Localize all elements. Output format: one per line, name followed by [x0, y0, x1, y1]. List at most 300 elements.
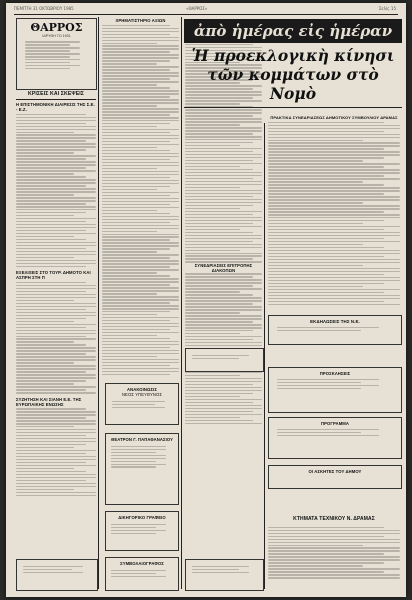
text-line	[268, 527, 384, 528]
text-line	[102, 66, 179, 67]
text-line	[102, 93, 179, 94]
text-line	[185, 411, 253, 412]
column-divider	[264, 123, 265, 589]
text-line	[268, 547, 400, 548]
text-line	[268, 160, 363, 161]
text-line	[102, 266, 170, 267]
masthead-box	[16, 18, 97, 90]
text-line	[16, 477, 96, 478]
text-line	[268, 181, 363, 182]
text-line	[268, 178, 400, 179]
text-line	[185, 387, 262, 388]
text-line	[185, 399, 262, 400]
text-line	[185, 273, 262, 274]
text-line	[102, 165, 179, 166]
text-line	[185, 169, 253, 170]
text-line	[16, 285, 96, 286]
text-line	[268, 262, 400, 263]
text-line	[16, 120, 96, 121]
text-line	[102, 135, 179, 136]
text-line	[16, 126, 96, 127]
text-line	[102, 204, 170, 205]
text-line	[16, 143, 96, 144]
text-line	[16, 483, 96, 484]
text-line	[185, 178, 253, 179]
text-line	[16, 350, 96, 351]
text-line	[185, 205, 253, 206]
text-line	[268, 145, 400, 146]
text-line	[185, 172, 262, 173]
text-line	[185, 288, 262, 289]
text-line	[16, 380, 86, 381]
text-line	[185, 181, 262, 182]
third-column	[185, 23, 262, 589]
text-line	[16, 155, 96, 156]
text-line	[268, 256, 384, 257]
footer-box-middle	[185, 559, 264, 591]
text-line	[268, 187, 400, 188]
text-line	[102, 54, 179, 55]
text-line	[16, 438, 96, 439]
text-line	[102, 332, 179, 333]
column-divider	[181, 17, 182, 589]
text-line	[16, 347, 96, 348]
text-line	[16, 374, 96, 375]
text-line	[16, 149, 86, 150]
text-line	[102, 263, 179, 264]
text-line	[16, 260, 96, 261]
text-line	[16, 114, 86, 115]
text-line	[16, 233, 96, 234]
text-line	[268, 298, 400, 299]
text-line	[102, 293, 157, 294]
text-line	[102, 305, 179, 306]
text-line	[102, 141, 170, 142]
text-line	[16, 468, 74, 469]
notice-box-2	[105, 433, 179, 505]
text-line	[185, 214, 253, 215]
text-line	[16, 336, 86, 337]
newspaper-page	[6, 3, 406, 597]
text-line	[102, 359, 179, 360]
text-line	[102, 168, 157, 169]
text-line	[16, 239, 86, 240]
text-line	[268, 199, 400, 200]
text-line	[16, 333, 96, 334]
text-line	[185, 291, 240, 292]
text-line	[268, 280, 400, 281]
text-line	[185, 315, 262, 316]
text-line	[16, 318, 86, 319]
text-line	[185, 193, 262, 194]
headline-rule	[184, 107, 402, 108]
running-header-date: ΠΕΜΠΤΗ 31 ΟΚΤΩΒΡΙΟΥ 1985	[14, 6, 74, 11]
text-line	[16, 224, 96, 225]
text-line	[102, 99, 179, 100]
section-kriseis: ΚΡΙΣΕΙΣ ΚΑΙ ΣΚΕΨΕΙΣ	[27, 91, 85, 97]
text-line	[16, 248, 86, 249]
text-line	[268, 214, 400, 215]
text-line	[268, 131, 384, 132]
text-line	[185, 223, 253, 224]
text-line	[16, 341, 74, 342]
text-line	[268, 550, 400, 551]
right-heading-2: ΣΥΝΕΔΡΙΑΣΕΙΣ ΕΠΙΤΡΟΠΗΣ ΔΙΑΚΟΠΩΝ	[185, 263, 262, 273]
text-line	[185, 423, 262, 424]
text-line	[268, 545, 363, 546]
text-line	[185, 384, 253, 385]
program-box	[268, 417, 402, 459]
text-line	[102, 87, 170, 88]
text-line	[268, 148, 384, 149]
text-line	[268, 553, 384, 554]
text-line	[16, 291, 86, 292]
text-line	[16, 191, 96, 192]
text-line	[185, 229, 240, 230]
text-line	[16, 444, 86, 445]
text-line	[185, 142, 253, 143]
text-line	[16, 117, 96, 118]
text-line	[185, 250, 240, 251]
text-line	[268, 220, 384, 221]
text-line	[268, 289, 400, 290]
text-line	[102, 225, 179, 226]
text-line	[16, 420, 96, 421]
text-line	[16, 263, 96, 264]
text-line	[268, 577, 400, 578]
text-line	[16, 330, 96, 331]
text-line	[16, 435, 86, 436]
text-line	[102, 162, 179, 163]
text-line	[102, 75, 179, 76]
text-line	[268, 571, 384, 572]
text-line	[102, 317, 179, 318]
text-line	[185, 211, 262, 212]
text-line	[102, 308, 179, 309]
text-line	[185, 151, 253, 152]
text-line	[102, 302, 170, 303]
text-line	[268, 151, 400, 152]
text-line	[102, 31, 179, 32]
text-line	[16, 495, 96, 496]
text-line	[16, 152, 74, 153]
text-line	[102, 287, 179, 288]
text-line	[16, 203, 86, 204]
text-line	[102, 231, 157, 232]
text-line	[16, 188, 96, 189]
text-line	[185, 276, 253, 277]
text-line	[185, 148, 262, 149]
text-line	[102, 245, 179, 246]
text-line	[16, 164, 96, 165]
text-line	[102, 144, 179, 145]
text-line	[102, 242, 179, 243]
left-article-heading-2: ΕΞΕΛΙΞΕΙΣ ΣΤΟ ΤΟΥΡ. ΔΗΜΟΤΟ ΚΑΙ ΑΣΠΡΗ ΣΤΗ Π	[16, 270, 91, 281]
text-line	[185, 297, 262, 298]
text-line	[185, 226, 262, 227]
text-line	[102, 102, 179, 103]
text-line	[268, 271, 400, 272]
text-line	[16, 140, 86, 141]
text-line	[185, 136, 262, 137]
text-line	[185, 336, 262, 337]
text-line	[16, 288, 96, 289]
text-line	[16, 182, 96, 183]
text-line	[16, 324, 96, 325]
text-line	[16, 338, 96, 339]
section-rule	[16, 99, 96, 100]
text-line	[185, 160, 253, 161]
text-line	[185, 139, 262, 140]
text-line	[268, 193, 384, 194]
text-line	[185, 190, 262, 191]
banner-title: ἀπὸ ἡμέρας εἰς ἡμέραν	[193, 22, 393, 40]
text-line	[16, 294, 96, 295]
text-line	[102, 290, 179, 291]
text-line	[268, 559, 400, 560]
text-line	[102, 257, 170, 258]
text-line	[102, 201, 179, 202]
text-line	[16, 462, 86, 463]
text-line	[185, 133, 253, 134]
text-line	[268, 235, 400, 236]
text-line	[16, 137, 96, 138]
text-line	[268, 247, 384, 248]
text-line	[102, 171, 179, 172]
text-line	[102, 251, 157, 252]
text-line	[102, 81, 179, 82]
text-line	[268, 226, 400, 227]
text-line	[268, 253, 400, 254]
text-line	[16, 167, 86, 168]
text-line	[102, 326, 179, 327]
text-line	[268, 250, 400, 251]
text-line	[268, 533, 400, 534]
text-line	[268, 562, 384, 563]
text-line	[185, 402, 253, 403]
text-line	[16, 459, 96, 460]
text-line	[102, 51, 170, 52]
text-line	[185, 44, 253, 45]
text-line	[16, 297, 96, 298]
text-line	[185, 393, 253, 394]
text-line	[185, 255, 262, 256]
text-line	[16, 414, 96, 415]
text-line	[185, 420, 253, 421]
text-line	[102, 254, 179, 255]
text-line	[16, 227, 96, 228]
running-header-paper: «ΘΑΡΡΟΣ»	[186, 6, 208, 11]
text-line	[16, 362, 74, 363]
text-line	[268, 154, 400, 155]
text-line	[185, 220, 262, 221]
text-line	[16, 480, 86, 481]
left-column	[16, 102, 96, 590]
text-line	[102, 275, 170, 276]
text-line	[102, 213, 170, 214]
notice-box-4	[105, 557, 179, 591]
text-line	[16, 218, 96, 219]
text-line	[185, 115, 253, 116]
text-line	[268, 163, 400, 164]
text-line	[16, 209, 96, 210]
text-line	[16, 176, 86, 177]
column-divider	[98, 17, 99, 589]
text-line	[16, 450, 96, 451]
left-article-heading-3: ΣΥΖΗΤΗΣΗ ΚΑΙ ΣΙΑΝΗ Ε.Ε. ΤΗΣ ΕΥΡΩΠΑΙΚΗΣ ΕΝΩΣΗΣ	[16, 396, 82, 407]
text-line	[102, 216, 179, 217]
text-line	[102, 28, 179, 29]
text-line	[185, 232, 253, 233]
text-line	[185, 184, 262, 185]
text-line	[16, 486, 96, 487]
text-line	[185, 112, 262, 113]
masthead-details	[17, 39, 96, 72]
banner	[184, 19, 402, 43]
text-line	[185, 300, 262, 301]
event-box-title: ΕΚΔΗΛΩΣΕΙΣ ΤΗΣ Ν.Ε.	[310, 319, 360, 324]
text-line	[185, 130, 262, 131]
text-line	[16, 353, 86, 354]
text-line	[102, 90, 179, 91]
text-line	[16, 327, 86, 328]
text-line	[16, 197, 96, 198]
text-line	[102, 48, 179, 49]
text-line	[102, 108, 179, 109]
text-line	[102, 228, 179, 229]
text-line	[16, 303, 96, 304]
text-line	[16, 132, 74, 133]
text-line	[102, 189, 157, 190]
text-line	[16, 266, 86, 267]
text-line	[185, 417, 240, 418]
text-line	[102, 138, 179, 139]
right-bottom-heading: ΚΤΗΜΑΤΑ ΤΕΧΝΙΚΟΥ Ν. ΔΡΑΜΑΣ	[293, 516, 375, 522]
main-headline	[184, 46, 402, 104]
text-line	[185, 372, 262, 373]
athletes-title: ΟΙ ΑΣΚΗΤΕΣ ΤΟΥ ΔΗΜΟΥ	[308, 469, 362, 474]
text-line	[102, 222, 170, 223]
text-line	[16, 129, 96, 130]
text-line	[102, 219, 179, 220]
text-line	[102, 156, 179, 157]
text-line	[16, 408, 86, 409]
text-line	[268, 229, 384, 230]
text-line	[268, 125, 400, 126]
text-line	[102, 278, 179, 279]
text-line	[268, 259, 400, 260]
text-line	[268, 196, 400, 197]
text-line	[16, 456, 96, 457]
right-column	[268, 115, 400, 585]
text-line	[16, 134, 96, 135]
text-line	[268, 217, 400, 218]
text-line	[16, 383, 74, 384]
invitations-box	[268, 367, 402, 413]
text-line	[268, 295, 400, 296]
text-line	[102, 43, 157, 44]
text-line	[102, 120, 179, 121]
text-line	[102, 25, 170, 26]
text-line	[102, 323, 179, 324]
text-line	[268, 122, 384, 123]
text-line	[185, 109, 262, 110]
text-line	[102, 236, 179, 237]
text-line	[102, 272, 157, 273]
text-line	[185, 118, 262, 119]
text-line	[16, 429, 96, 430]
text-line	[185, 175, 262, 176]
text-line	[16, 386, 96, 387]
text-line	[102, 210, 157, 211]
text-line	[102, 126, 157, 127]
text-line	[16, 312, 96, 313]
text-line	[268, 304, 400, 305]
text-line	[16, 359, 96, 360]
text-line	[102, 353, 179, 354]
text-line	[102, 374, 170, 375]
text-line	[16, 447, 74, 448]
right-bottom-article	[268, 525, 400, 587]
text-line	[268, 274, 384, 275]
left-article-heading-1: Η ΕΠΙΣΤΗΜΟΝΙΚΗ ΔΙΑΙΡΕΣΙΣ ΤΗΣ Σ.Ε. - Ε.Ζ.	[16, 102, 95, 112]
event-box	[268, 315, 402, 345]
text-line	[185, 405, 262, 406]
notice-box-4-title: ΣΥΜΒΟΛΑΙΟΓΡΑΦΟΣ	[120, 561, 164, 566]
text-line	[268, 268, 400, 269]
text-line	[16, 251, 96, 252]
text-line	[185, 294, 253, 295]
text-line	[185, 333, 240, 334]
text-line	[16, 389, 86, 390]
text-line	[16, 179, 96, 180]
notice-box-1-title: ΑΝΑΚΟΙΝΩΣΙΣ	[127, 387, 157, 392]
text-line	[268, 142, 400, 143]
text-line	[185, 121, 262, 122]
text-line	[268, 140, 363, 141]
notice-box-2-title: ΘΕΑΤΡΟΝ Γ. ΠΑΠΑΘΑΝΑΣΙΟΥ	[110, 437, 174, 442]
text-line	[16, 365, 96, 366]
text-line	[16, 194, 74, 195]
text-line	[102, 57, 179, 58]
text-line	[16, 123, 86, 124]
text-line	[185, 187, 240, 188]
text-line	[16, 392, 96, 393]
text-line	[102, 63, 157, 64]
text-line	[16, 245, 96, 246]
text-line	[102, 269, 179, 270]
text-line	[102, 341, 179, 342]
text-line	[268, 134, 400, 135]
text-line	[268, 190, 400, 191]
text-line	[185, 390, 262, 391]
text-line	[102, 186, 170, 187]
text-line	[268, 556, 400, 557]
text-line	[268, 137, 400, 138]
text-line	[102, 234, 179, 235]
masthead-subtitle: ΙΔΡΥΘΗ ΤΟ 1931	[42, 34, 71, 38]
running-header-page: Σελίς 15	[378, 6, 396, 11]
text-line	[16, 356, 96, 357]
text-line	[102, 192, 179, 193]
text-line	[102, 365, 170, 366]
text-line	[16, 344, 86, 345]
text-line	[268, 208, 400, 209]
text-line	[268, 172, 400, 173]
text-line	[185, 378, 262, 379]
text-line	[102, 34, 170, 35]
text-line	[16, 257, 74, 258]
